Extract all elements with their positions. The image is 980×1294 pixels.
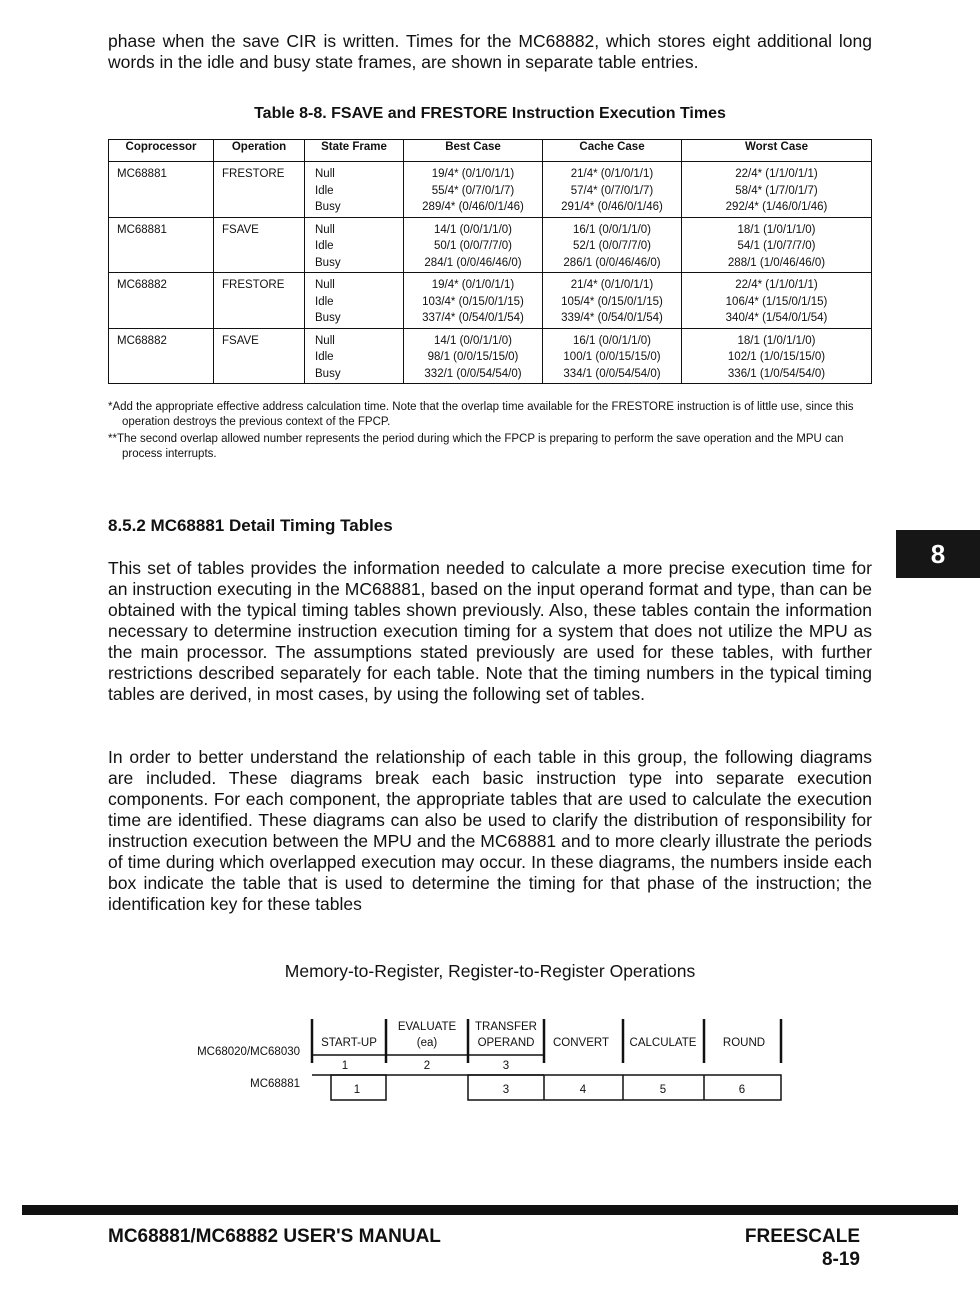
- coprocessor-cell: MC68882: [109, 328, 214, 384]
- cell-line: 19/4* (0/1/0/1/1): [431, 279, 515, 291]
- footnotes: [108, 400, 878, 464]
- worst-case-cell: [682, 162, 872, 218]
- cell-line: 98/1 (0/0/15/15/0): [427, 351, 519, 363]
- cell-line: 22/4* (1/1/0/1/1): [735, 279, 818, 291]
- cell-line: Null: [315, 334, 335, 347]
- state-frame-cell: [305, 328, 404, 384]
- state-frame-cell: [305, 162, 404, 218]
- worst-case-cell: [682, 273, 872, 329]
- phase-calculate: CALCULATE: [629, 1037, 697, 1049]
- row-label-fpcp: MC68881: [250, 1078, 300, 1090]
- table-caption: Table 8-8. FSAVE and FRESTORE Instruction Execution Times: [254, 105, 726, 122]
- cell-line: 286/1 (0/0/46/46/0): [563, 256, 661, 269]
- cell-line: 16/1 (0/0/1/1/0): [573, 223, 651, 236]
- cell-line: 18/1 (1/0/1/1/0): [737, 334, 816, 347]
- cell-line: Null: [315, 279, 335, 291]
- cell-line: Busy: [315, 312, 341, 324]
- body-paragraph-1: This set of tables provides the information needed to calculate a more precise execution time for an instruction executing in the MC68881, based on the input operand format and type, than can be obtained with the typical timing tables shown previously. Also, these tables contain the information necessary to determine instruction execution timing for a system that does not utilize the MPU as the main processor. The assumptions stated previously are used for these tables, with further restrictions described separately for each table. Note that the timing numbers in the typical timing tables are derived, in most cases, by using the following set of tables.: [108, 558, 872, 704]
- cache-case-cell: [543, 162, 682, 218]
- cell-line: 332/1 (0/0/54/54/0): [424, 367, 522, 380]
- best-case-cell: [404, 273, 543, 329]
- fpcp-box-5: 5: [659, 1084, 667, 1096]
- cell-line: 334/1 (0/0/54/54/0): [563, 367, 661, 380]
- table-row: [109, 162, 872, 218]
- table-row: [109, 273, 872, 329]
- footer-page-number: 8-19: [821, 1249, 860, 1270]
- best-case-cell: [404, 328, 543, 384]
- footer-brand: FREESCALE: [744, 1226, 860, 1247]
- cell-line: 339/4* (0/54/0/1/54): [561, 312, 663, 324]
- cell-line: 57/4* (0/7/0/1/7): [570, 184, 654, 197]
- cache-case-cell: [543, 273, 682, 329]
- phase-evaluate: EVALUATE: [397, 1021, 457, 1033]
- state-frame-cell: [305, 217, 404, 273]
- fpcp-box-6: 6: [738, 1084, 746, 1096]
- cell-line: Idle: [315, 184, 334, 197]
- cell-line: 18/1 (1/0/1/1/0): [737, 223, 816, 236]
- phase-round: ROUND: [722, 1037, 766, 1049]
- header-worst-case: Worst Case: [682, 140, 872, 162]
- table-header-row: [109, 140, 872, 162]
- cell-line: Busy: [315, 256, 341, 269]
- cell-line: 292/4* (1/46/0/1/46): [725, 201, 828, 213]
- cell-line: 55/4* (0/7/0/1/7): [431, 184, 515, 197]
- cell-line: 102/1 (1/0/15/15/0): [727, 351, 826, 363]
- coprocessor-cell: MC68881: [109, 217, 214, 273]
- cell-line: 19/4* (0/1/0/1/1): [431, 168, 515, 180]
- footnote-1: *Add the appropriate effective address calculation time. Note that the overlap time available for the FRESTORE instruction is of little use, since this operation destroys the previous context of the FPCP.: [108, 401, 854, 428]
- header-best-case: Best Case: [404, 140, 543, 162]
- section-heading: 8.5.2 MC68881 Detail Timing Tables: [108, 516, 393, 535]
- cell-line: Idle: [315, 351, 334, 363]
- cell-line: Idle: [315, 295, 334, 308]
- footer-rule: [22, 1205, 958, 1215]
- best-case-cell: [404, 217, 543, 273]
- fpcp-box-main: [468, 1075, 781, 1100]
- cell-line: 100/1 (0/0/15/15/0): [563, 351, 661, 363]
- header-operation: Operation: [214, 140, 305, 162]
- worst-case-cell: [682, 217, 872, 273]
- state-frame-cell: [305, 273, 404, 329]
- operation-cell: FRESTORE: [214, 273, 305, 329]
- phase-transfer: TRANSFER: [475, 1021, 537, 1033]
- coprocessor-cell: MC68881: [109, 162, 214, 218]
- cell-line: 16/1 (0/0/1/1/0): [573, 334, 651, 347]
- cell-line: 14/1 (0/0/1/1/0): [434, 223, 512, 236]
- header-state-frame: State Frame: [305, 140, 404, 162]
- best-case-cell: [404, 162, 543, 218]
- body-paragraph-2: In order to better understand the relationship of each table in this group, the following diagrams are included. These diagrams break each basic instruction type into separate execution components. For each component, the appropriate tables that are used to calculate the execution time are identified. These diagrams can also be used to clarify the distribution of responsibility for instruction execution between the MPU and the MC68881 and to more clearly illustrate the periods of time during which overlapped execution may occur. In these diagrams, the numbers inside each box indicate the table that is used to determine the timing for that phase of the instruction; the identification key for these tables: [108, 747, 872, 914]
- cell-line: 106/4* (1/15/0/1/15): [725, 295, 828, 308]
- phase-transfer-operand: OPERAND: [477, 1037, 535, 1049]
- cell-line: 288/1 (1/0/46/46/0): [727, 256, 826, 269]
- worst-case-cell: [682, 328, 872, 384]
- timing-table: [108, 139, 872, 384]
- footer-manual-title: MC68881/MC68882 USER'S MANUAL: [108, 1226, 441, 1247]
- cell-line: Null: [315, 223, 335, 236]
- diagram-title: Memory-to-Register, Register-to-Register Operations: [284, 961, 696, 981]
- cell-line: 50/1 (0/0/7/7/0): [434, 240, 512, 252]
- footnote-2: **The second overlap allowed number represents the period during which the FPCP is preparing to perform the save operation and the MPU can process interrupts.: [108, 433, 844, 460]
- table-row: [109, 217, 872, 273]
- cell-line: Idle: [315, 240, 334, 252]
- cell-line: 291/4* (0/46/0/1/46): [561, 201, 663, 213]
- intro-paragraph: phase when the save CIR is written. Times for the MC68882, which stores eight additional long words in the idle and busy state frames, are shown in separate table entries.: [108, 31, 872, 72]
- cell-line: 289/4* (0/46/0/1/46): [422, 201, 524, 213]
- table-row: [109, 328, 872, 384]
- fpcp-box-4: 4: [579, 1084, 587, 1096]
- operation-cell: FSAVE: [214, 217, 305, 273]
- cell-line: Busy: [315, 201, 341, 213]
- phase-start-up: START-UP: [321, 1037, 377, 1049]
- cell-line: 54/1 (1/0/7/7/0): [737, 240, 816, 252]
- cache-case-cell: [543, 217, 682, 273]
- phase-convert: CONVERT: [552, 1037, 610, 1049]
- cell-line: 336/1 (1/0/54/54/0): [727, 367, 826, 380]
- phase-dividers: [312, 1019, 781, 1063]
- fpcp-row-boxes: [331, 1075, 781, 1100]
- cell-line: 14/1 (0/0/1/1/0): [434, 334, 512, 347]
- mpu-box-3: 3: [502, 1060, 510, 1072]
- cell-line: 103/4* (0/15/0/1/15): [422, 295, 524, 308]
- operation-cell: FSAVE: [214, 328, 305, 384]
- cell-line: Null: [315, 168, 335, 180]
- cell-line: 21/4* (0/1/0/1/1): [570, 168, 654, 180]
- timing-diagram: [0, 1005, 980, 1115]
- cell-line: 58/4* (1/7/0/1/7): [735, 184, 818, 197]
- cell-line: 284/1 (0/0/46/46/0): [424, 256, 522, 269]
- header-coprocessor: Coprocessor: [109, 140, 214, 162]
- cell-line: 21/4* (0/1/0/1/1): [570, 279, 654, 291]
- cell-line: 337/4* (0/54/0/1/54): [422, 312, 524, 324]
- coprocessor-cell: MC68882: [109, 273, 214, 329]
- fpcp-box-3: 3: [502, 1084, 510, 1096]
- cell-line: 22/4* (1/1/0/1/1): [735, 168, 818, 180]
- mpu-box-2: 2: [423, 1060, 431, 1072]
- cache-case-cell: [543, 328, 682, 384]
- cell-line: 105/4* (0/15/0/1/15): [561, 295, 663, 308]
- mpu-box-1: 1: [341, 1060, 349, 1072]
- cell-line: Busy: [315, 367, 341, 380]
- operation-cell: FRESTORE: [214, 162, 305, 218]
- chapter-tab: 8: [896, 530, 980, 578]
- row-label-mpu: MC68020/MC68030: [197, 1046, 300, 1058]
- cell-line: 340/4* (1/54/0/1/54): [725, 312, 828, 324]
- cell-line: 52/1 (0/0/7/7/0): [573, 240, 651, 252]
- header-cache-case: Cache Case: [543, 140, 682, 162]
- fpcp-box-1: 1: [353, 1084, 361, 1096]
- phase-evaluate-ea: (ea): [416, 1037, 438, 1049]
